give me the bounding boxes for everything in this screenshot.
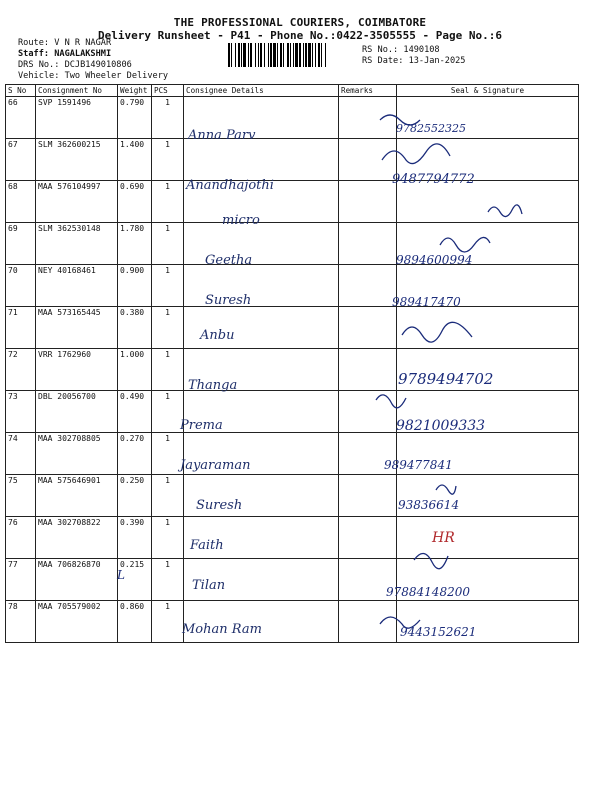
handwritten-consignee-name: Tilan — [192, 578, 226, 593]
row-weight: 0.900 — [118, 265, 152, 307]
barcode-bar — [260, 43, 262, 67]
barcode-bar — [243, 43, 246, 67]
row-pcs: 1 — [152, 475, 184, 517]
barcode-bar — [318, 43, 320, 67]
handwritten-consignee-name: Anna Parv — [188, 128, 256, 143]
row-consignment-no: DBL 20056700 — [36, 391, 118, 433]
row-remarks — [339, 307, 397, 349]
handwritten-consignee-name: Anbu — [200, 328, 235, 343]
row-pcs: 1 — [152, 349, 184, 391]
barcode-bar — [290, 43, 291, 67]
row-consignment-no: MAA 705579002 — [36, 601, 118, 643]
row-pcs: 1 — [152, 517, 184, 559]
row-remarks — [339, 517, 397, 559]
barcode-bar — [308, 43, 311, 67]
row-remarks — [339, 181, 397, 223]
handwritten-consignee-name: Faith — [190, 538, 224, 553]
barcode-bar — [264, 43, 265, 67]
row-sno: 78 — [6, 601, 36, 643]
row-pcs: 1 — [152, 307, 184, 349]
row-weight: 0.860 — [118, 601, 152, 643]
handwritten-phone-number: 9782552325 — [396, 122, 466, 135]
handwritten-phone-number: 989477841 — [384, 458, 453, 472]
handwritten-phone-number: 93836614 — [398, 498, 460, 512]
table-header-row — [6, 85, 579, 97]
row-pcs: 1 — [152, 223, 184, 265]
table-row — [6, 139, 579, 181]
handwritten-consignee-name: micro — [222, 213, 260, 228]
row-signature — [397, 307, 579, 349]
barcode-image — [228, 43, 356, 67]
table-row — [6, 307, 579, 349]
barcode-bar — [228, 43, 230, 67]
barcode-bar — [273, 43, 276, 67]
barcode-bar — [250, 43, 252, 67]
row-signature — [397, 517, 579, 559]
row-consignment-no: SVP 1591496 — [36, 97, 118, 139]
col-header-consignee: Consignee Details — [184, 85, 339, 97]
barcode-bar — [305, 43, 307, 67]
handwritten-mark: L — [117, 568, 125, 582]
row-remarks — [339, 349, 397, 391]
handwritten-consignee-name: Mohan Ram — [182, 622, 262, 637]
row-weight: 0.270 — [118, 433, 152, 475]
table-row — [6, 433, 579, 475]
row-weight: 0.250 — [118, 475, 152, 517]
handwritten-consignee-name: Jayaraman — [180, 458, 251, 473]
barcode-bar — [241, 43, 242, 67]
row-pcs: 1 — [152, 181, 184, 223]
runsheet-table — [5, 84, 579, 643]
row-consignment-no: MAA 576104997 — [36, 181, 118, 223]
table-row — [6, 559, 579, 601]
barcode-bar — [238, 43, 240, 67]
barcode-bar — [258, 43, 259, 67]
staff-label: Staff: NAGALAKSHMI — [18, 49, 112, 59]
barcode-bar — [280, 43, 282, 67]
col-header-weight: Weight — [118, 85, 152, 97]
handwritten-consignee-name: Suresh — [205, 293, 252, 308]
row-weight: 0.790 — [118, 97, 152, 139]
row-sno: 73 — [6, 391, 36, 433]
row-weight: 0.380 — [118, 307, 152, 349]
row-pcs: 1 — [152, 559, 184, 601]
sheet-title: THE PROFESSIONAL COURIERS, COIMBATORE — [173, 16, 427, 29]
barcode-bar — [277, 43, 278, 67]
handwritten-consignee-name: Suresh — [196, 498, 243, 513]
row-weight: 0.490 — [118, 391, 152, 433]
handwritten-phone-number: 9894600994 — [396, 253, 473, 267]
table-row — [6, 97, 579, 139]
rs-number: RS No.: 1490108 — [362, 45, 440, 55]
barcode-bar — [303, 43, 304, 67]
row-weight: 1.000 — [118, 349, 152, 391]
row-sno: 67 — [6, 139, 36, 181]
row-consignment-no: MAA 302708805 — [36, 433, 118, 475]
handwritten-phone-number: 9789494702 — [398, 370, 494, 388]
table-row — [6, 181, 579, 223]
handwritten-consignee-name: Anandhajothi — [186, 178, 274, 193]
row-consignment-no: MAA 573165445 — [36, 307, 118, 349]
row-remarks — [339, 601, 397, 643]
row-pcs: 1 — [152, 433, 184, 475]
row-consignment-no: MAA 575646901 — [36, 475, 118, 517]
barcode-bar — [270, 43, 272, 67]
row-weight: 1.780 — [118, 223, 152, 265]
barcode-bar — [295, 43, 298, 67]
barcode-bar — [283, 43, 284, 67]
row-pcs: 1 — [152, 391, 184, 433]
row-consignment-no: MAA 302708822 — [36, 517, 118, 559]
row-pcs: 1 — [152, 139, 184, 181]
row-consignment-no: NEY 40168461 — [36, 265, 118, 307]
row-consignment-no: VRR 1762960 — [36, 349, 118, 391]
handwritten-phone-number: 9487794772 — [392, 172, 475, 187]
row-remarks — [339, 223, 397, 265]
row-sno: 68 — [6, 181, 36, 223]
row-remarks — [339, 391, 397, 433]
vehicle-label: Vehicle: Two Wheeler Delivery — [18, 71, 169, 81]
barcode-bar — [315, 43, 316, 67]
handwritten-consignee-name: Thanga — [188, 378, 238, 393]
barcode-bar — [248, 43, 249, 67]
row-sno: 71 — [6, 307, 36, 349]
barcode-bar — [321, 43, 322, 67]
barcode-bar — [287, 43, 289, 67]
handwritten-consignee-name: Geetha — [205, 253, 253, 268]
table-row — [6, 265, 579, 307]
row-remarks — [339, 139, 397, 181]
barcode-bar — [325, 43, 326, 67]
row-remarks — [339, 475, 397, 517]
row-weight: 0.390 — [118, 517, 152, 559]
col-header-remarks: Remarks — [339, 85, 397, 97]
row-pcs: 1 — [152, 265, 184, 307]
table-row — [6, 475, 579, 517]
col-header-consignment: Consignment No — [36, 85, 118, 97]
row-sno: 75 — [6, 475, 36, 517]
row-sno: 66 — [6, 97, 36, 139]
col-header-pcs: PCS — [152, 85, 184, 97]
barcode-bar — [231, 43, 232, 67]
barcode-bar — [312, 43, 313, 67]
row-sno: 77 — [6, 559, 36, 601]
row-pcs: 1 — [152, 601, 184, 643]
barcode-bar — [255, 43, 256, 67]
barcode-bar — [293, 43, 294, 67]
table-row — [6, 223, 579, 265]
row-consignment-no: MAA 706826870 — [36, 559, 118, 601]
row-consignment-no: SLM 362600215 — [36, 139, 118, 181]
barcode-bar — [268, 43, 269, 67]
row-remarks — [339, 265, 397, 307]
barcode-bar — [299, 43, 301, 67]
row-sno: 72 — [6, 349, 36, 391]
handwritten-phone-number: 9821009333 — [396, 418, 486, 434]
sheet-subtitle: Delivery Runsheet - P41 - Phone No.:0422-3505555 - Page No.:6 — [98, 29, 502, 42]
row-weight: 0.690 — [118, 181, 152, 223]
row-pcs: 1 — [152, 97, 184, 139]
row-weight: 1.400 — [118, 139, 152, 181]
table-row — [6, 601, 579, 643]
table-row — [6, 391, 579, 433]
row-sno: 70 — [6, 265, 36, 307]
rs-date: RS Date: 13-Jan-2025 — [362, 56, 466, 66]
row-sno: 74 — [6, 433, 36, 475]
handwritten-phone-number: 9443152621 — [400, 625, 477, 639]
handwritten-phone-number: 97884148200 — [386, 585, 470, 599]
barcode-bar — [235, 43, 236, 67]
row-consignee-details — [184, 139, 339, 181]
row-sno: 76 — [6, 517, 36, 559]
row-consignment-no: SLM 362530148 — [36, 223, 118, 265]
col-header-signature: Seal & Signature — [397, 85, 579, 97]
row-sno: 69 — [6, 223, 36, 265]
route-label: Route: V N R NAGAR — [18, 38, 112, 48]
row-weight: 0.215 — [118, 559, 152, 601]
drs-label: DRS No.: DCJB149010806 — [18, 60, 132, 70]
col-header-sno: S No — [6, 85, 36, 97]
handwritten-phone-number: 989417470 — [392, 295, 461, 309]
handwritten-mark: HR — [432, 530, 455, 546]
table-row — [6, 517, 579, 559]
handwritten-consignee-name: Prema — [180, 418, 223, 433]
row-remarks — [339, 97, 397, 139]
